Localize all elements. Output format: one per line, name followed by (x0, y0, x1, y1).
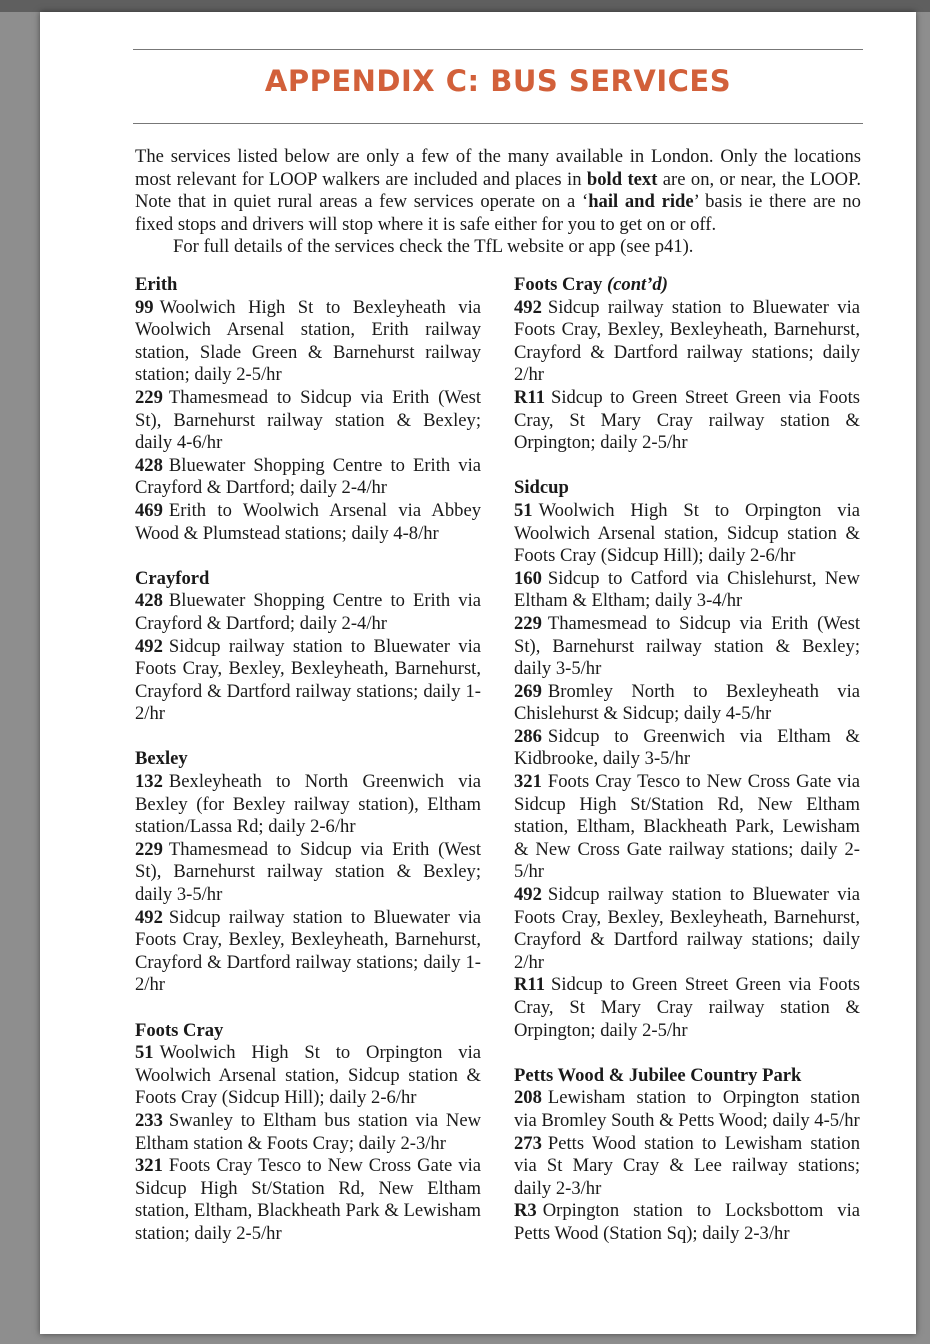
route-description: Thamesmead to Sidcup via Erith (West St), Barnehurst railway station & Bexley; daily 3-5/hr (514, 612, 860, 680)
route-number: 229 (135, 838, 163, 860)
route-description: Foots Cray Tesco to New Cross Gate via Sidcup High St/Station Rd, New Eltham station, Eltham, Blackheath Park, Lewisham & New Cross Gate railway stations; daily 2-5/hr (514, 771, 860, 883)
intro-bold-text: hail and ride (588, 191, 694, 212)
route-description: Thamesmead to Sidcup via Erith (West St), Barnehurst railway station & Bexley; daily 4-6/hr (135, 386, 481, 454)
route-description: Sidcup railway station to Bluewater via Foots Cray, Bexley, Bexleyheath, Barnehurst, Crayford & Dartford railway stations; daily 1-2/hr (135, 906, 481, 996)
bus-route-entry (514, 1200, 860, 1245)
route-number: 286 (514, 725, 542, 747)
document-page (40, 12, 916, 1334)
section-heading-text: Crayford (135, 567, 210, 589)
intro-paragraph-2: For full details of the services check the TfL website or app (see p41). (173, 236, 694, 257)
intro-paragraph-1 (135, 146, 861, 236)
bus-route-entry (514, 884, 860, 974)
section-heading (514, 274, 860, 297)
bus-route-entry (135, 455, 481, 500)
intro-text-run: The services listed below are only a few of the many available in London. Only the locations most relevant for LOOP walkers are included and places in (135, 146, 861, 190)
route-number: 321 (135, 1155, 163, 1177)
section-heading (135, 568, 481, 591)
route-number: 51 (135, 1042, 154, 1064)
route-number: R3 (514, 1200, 537, 1222)
route-description: Woolwich High St to Bexleyheath via Woolwich Arsenal station, Erith railway station, Slade Green & Barnehurst railway station; daily 2-5/hr (135, 296, 481, 386)
top-rule (133, 49, 863, 50)
bus-section (135, 274, 481, 545)
route-description: Woolwich High St to Orpington via Woolwich Arsenal station, Sidcup station & Foots Cray (Sidcup Hill); daily 2-6/hr (514, 499, 860, 567)
route-description: Orpington station to Locksbottom via Petts Wood (Station Sq); daily 2-3/hr (514, 1200, 860, 1244)
route-description: Bexleyheath to North Greenwich via Bexley (for Bexley railway station), Eltham station/Lassa Rd; daily 2-6/hr (135, 771, 481, 838)
route-description: Woolwich High St to Orpington via Woolwich Arsenal station, Sidcup station & Foots Cray (Sidcup Hill); daily 2-6/hr (135, 1042, 481, 1109)
title-bottom-rule (133, 123, 863, 124)
viewer-top-bar (0, 0, 930, 12)
route-description: Sidcup railway station to Bluewater via Foots Cray, Bexley, Bexleyheath, Barnehurst, Crayford & Dartford railway stations; daily 2/hr (514, 884, 860, 973)
bus-route-entry (135, 590, 481, 635)
page-title: APPENDIX C: BUS SERVICES (264, 64, 732, 98)
bus-section (514, 1065, 860, 1246)
route-number: 269 (514, 680, 542, 702)
section-heading (514, 1065, 860, 1088)
bus-route-entry (514, 387, 860, 455)
section-heading-text: Sidcup (514, 477, 569, 499)
bus-route-entry (514, 500, 860, 568)
bus-route-entry (514, 974, 860, 1042)
route-description: Sidcup railway station to Bluewater via Foots Cray, Bexley, Bexleyheath, Barnehurst, Crayford & Dartford railway stations; daily 1-2/hr (135, 635, 481, 725)
route-description: Foots Cray Tesco to New Cross Gate via Sidcup High St/Station Rd, New Eltham station, Eltham, Blackheath Park & Lewisham station; daily 2-5/hr (135, 1155, 481, 1244)
route-description: Lewisham station to Orpington station via Bromley South & Petts Wood; daily 4-5/hr (514, 1087, 860, 1131)
bus-route-entry (514, 726, 860, 771)
route-number: 51 (514, 499, 533, 521)
bus-route-entry (514, 1133, 860, 1201)
bus-route-entry (135, 1042, 481, 1110)
bus-section (514, 274, 860, 455)
route-description: Bromley North to Bexleyheath via Chislehurst & Sidcup; daily 4-5/hr (514, 680, 860, 725)
section-heading-suffix: (cont’d) (606, 274, 668, 295)
bus-route-entry (514, 613, 860, 681)
route-description: Petts Wood station to Lewisham station via St Mary Cray & Lee railway stations; daily 2-3/hr (514, 1132, 860, 1199)
bus-section (514, 477, 860, 1042)
route-number: 492 (135, 906, 163, 928)
right-column (514, 274, 860, 1268)
intro-text-run: ’ basis ie there are no fixed stops and drivers will stop where it is safe either for you to get on or off. (135, 191, 861, 235)
bus-route-entry (135, 500, 481, 545)
section-heading (135, 1020, 481, 1043)
left-column (135, 274, 481, 1268)
route-number: 273 (514, 1132, 542, 1154)
route-number: 492 (135, 635, 163, 657)
route-number: 229 (514, 612, 542, 634)
route-number: 492 (514, 296, 542, 318)
bus-route-entry (514, 681, 860, 726)
route-number: 233 (135, 1109, 163, 1131)
bus-route-entry (135, 387, 481, 455)
route-number: 132 (135, 771, 163, 793)
bus-section (135, 568, 481, 726)
bus-route-entry (135, 636, 481, 726)
route-description: Sidcup railway station to Bluewater via Foots Cray, Bexley, Bexleyheath, Barnehurst, Crayford & Dartford railway stations; daily 2/hr (514, 296, 860, 386)
route-description: Erith to Woolwich Arsenal via Abbey Wood & Plumstead stations; daily 4-8/hr (135, 499, 481, 544)
route-number: 99 (135, 296, 154, 318)
intro-text (135, 146, 861, 259)
bus-route-entry (514, 1087, 860, 1132)
bus-route-entry (135, 297, 481, 387)
route-number: R11 (514, 974, 545, 996)
bus-route-entry (514, 568, 860, 613)
route-number: 469 (135, 499, 163, 521)
route-number: 492 (514, 884, 542, 906)
bus-route-entry (135, 907, 481, 997)
bus-route-entry (135, 1110, 481, 1155)
bus-route-entry (135, 839, 481, 907)
section-heading-text: Bexley (135, 748, 188, 770)
section-heading (135, 748, 481, 771)
route-number: 160 (514, 567, 542, 589)
section-heading-text: Erith (135, 274, 178, 295)
route-number: 208 (514, 1087, 542, 1109)
bus-section (135, 1020, 481, 1246)
section-heading (135, 274, 481, 297)
bus-route-entry (514, 297, 860, 387)
route-description: Thamesmead to Sidcup via Erith (West St), Barnehurst railway station & Bexley; daily 3-5/hr (135, 838, 481, 906)
route-description: Sidcup to Greenwich via Eltham & Kidbrooke, daily 3-5/hr (514, 725, 860, 770)
section-heading-text: Foots Cray (514, 274, 603, 295)
intro-text-run: are on, or near, the LOOP. Note that in quiet rural areas a few services operate on a ‘ (135, 168, 861, 212)
route-description: Bluewater Shopping Centre to Erith via Crayford & Dartford; daily 2-4/hr (135, 590, 481, 634)
route-number: 229 (135, 386, 163, 408)
bus-route-entry (135, 771, 481, 839)
route-number: 428 (135, 454, 163, 476)
route-number: R11 (514, 386, 545, 408)
route-description: Sidcup to Green Street Green via Foots Cray, St Mary Cray railway station & Orpington; daily 2-5/hr (514, 386, 860, 454)
section-heading-text: Foots Cray (135, 1019, 224, 1041)
route-number: 428 (135, 590, 163, 612)
intro-bold-text: bold text (586, 168, 658, 190)
route-description: Sidcup to Green Street Green via Foots Cray, St Mary Cray railway station & Orpington; daily 2-5/hr (514, 974, 860, 1041)
section-heading (514, 477, 860, 500)
bus-section (135, 748, 481, 997)
bus-route-entry (135, 1155, 481, 1245)
section-heading-text: Petts Wood & Jubilee Country Park (514, 1064, 802, 1086)
route-description: Sidcup to Catford via Chislehurst, New Eltham & Eltham; daily 3-4/hr (514, 567, 860, 612)
route-description: Swanley to Eltham bus station via New Eltham station & Foots Cray; daily 2-3/hr (135, 1109, 481, 1154)
route-number: 321 (514, 771, 542, 793)
route-description: Bluewater Shopping Centre to Erith via Crayford & Dartford; daily 2-4/hr (135, 454, 481, 499)
bus-route-entry (514, 771, 860, 884)
